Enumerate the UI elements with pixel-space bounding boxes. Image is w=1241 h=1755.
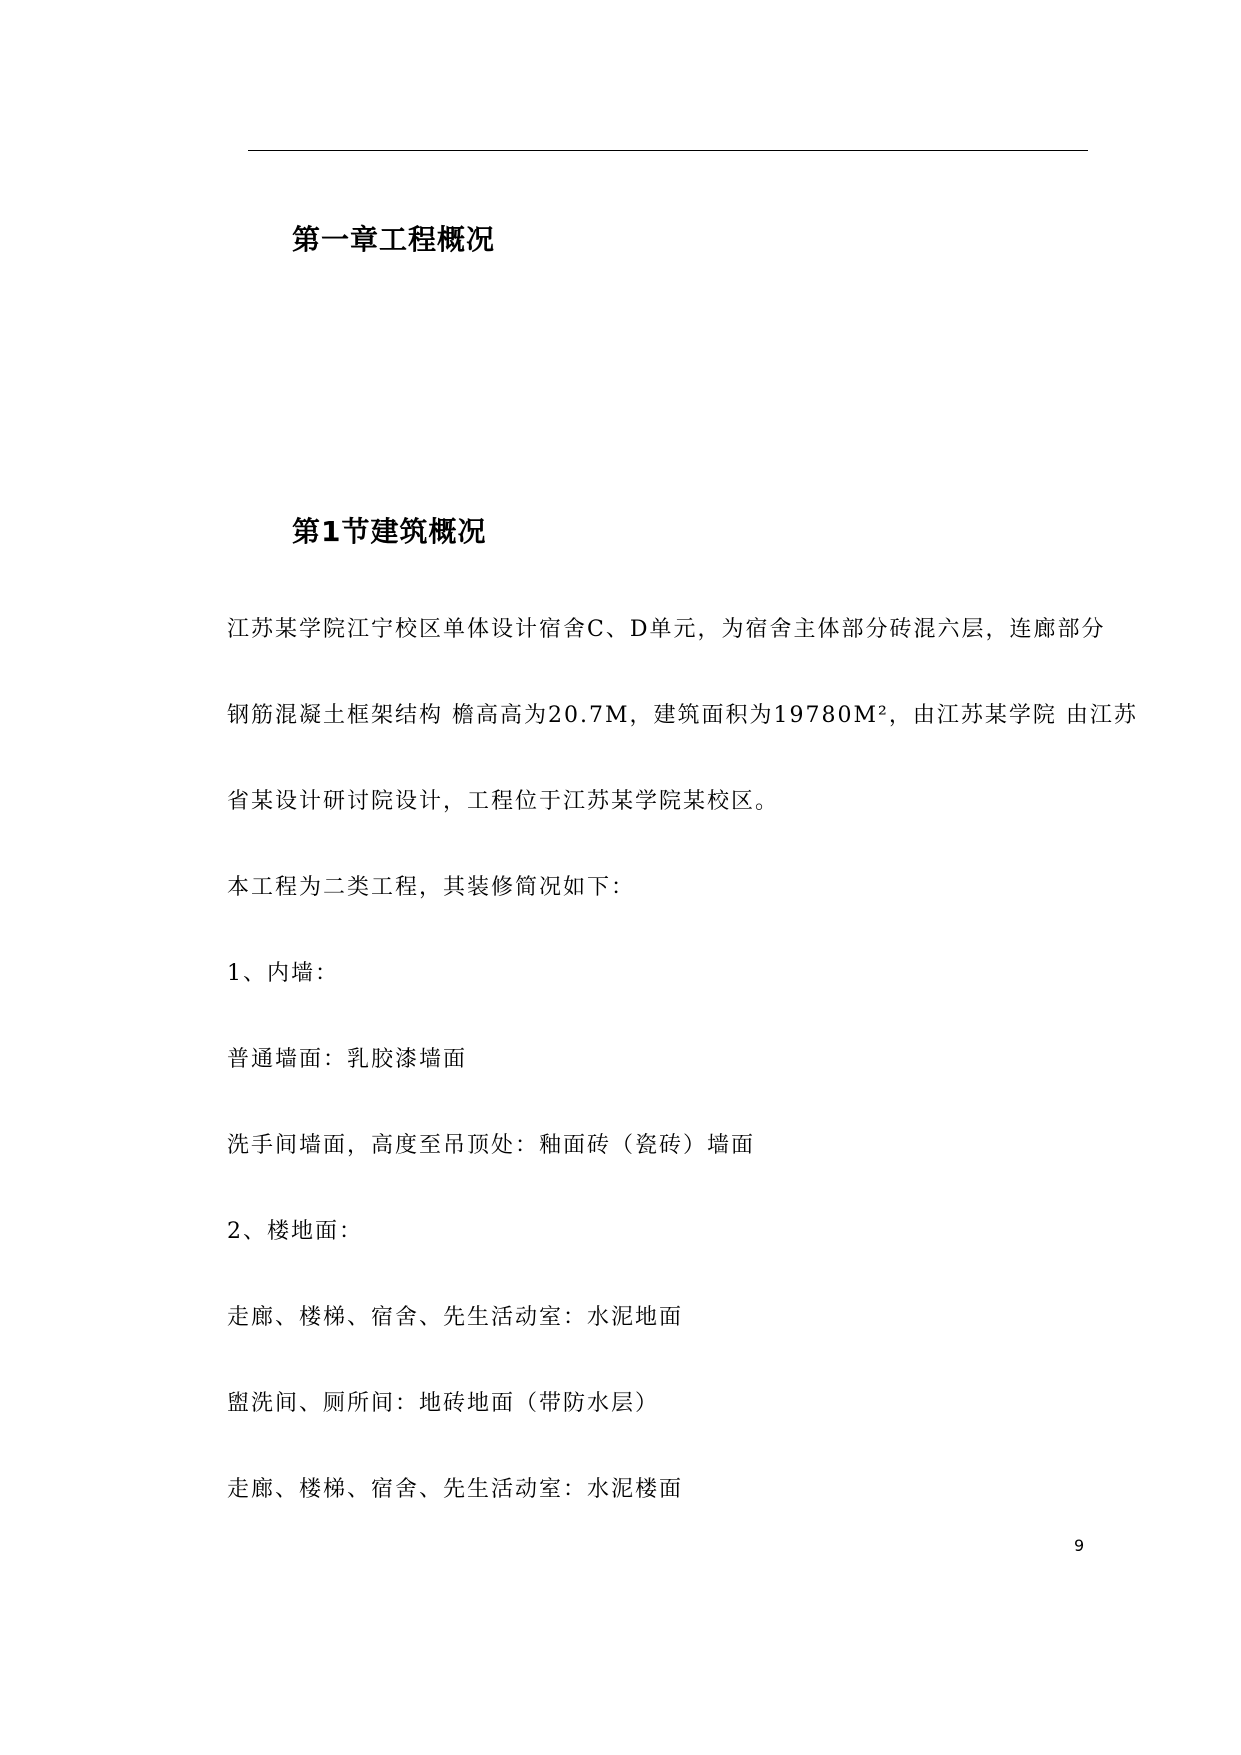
body-line: 江苏某学院江宁校区单体设计宿舍C、D单元，为宿舍主体部分砖混六层，连廊部分 [227,617,1106,642]
body-line: 盥洗间、厕所间：地砖地面（带防水层） [227,1391,660,1416]
body-line: 本工程为二类工程，其装修简况如下： [227,875,636,900]
body-line: 普通墙面：乳胶漆墙面 [227,1047,468,1072]
header-rule [248,150,1088,151]
body-line: 省某设计研讨院设计，工程位于江苏某学院某校区。 [227,789,780,814]
body-line: 钢筋混凝土框架结构 檐高高为20.7M，建筑面积为19780M²，由江苏某学院 由江苏 [227,703,1138,728]
chapter-title: 第一章工程概况 [292,223,496,256]
body-line: 走廊、楼梯、宿舍、先生活动室：水泥地面 [227,1305,684,1330]
body-line: 2、楼地面： [227,1219,363,1244]
section-title: 第1节建筑概况 [292,515,487,548]
page-number: 9 [1074,1536,1085,1555]
body-line: 走廊、楼梯、宿舍、先生活动室：水泥楼面 [227,1477,684,1502]
body-line: 1、内墙： [227,961,339,986]
body-line: 洗手间墙面，高度至吊顶处：釉面砖（瓷砖）墙面 [227,1133,756,1158]
